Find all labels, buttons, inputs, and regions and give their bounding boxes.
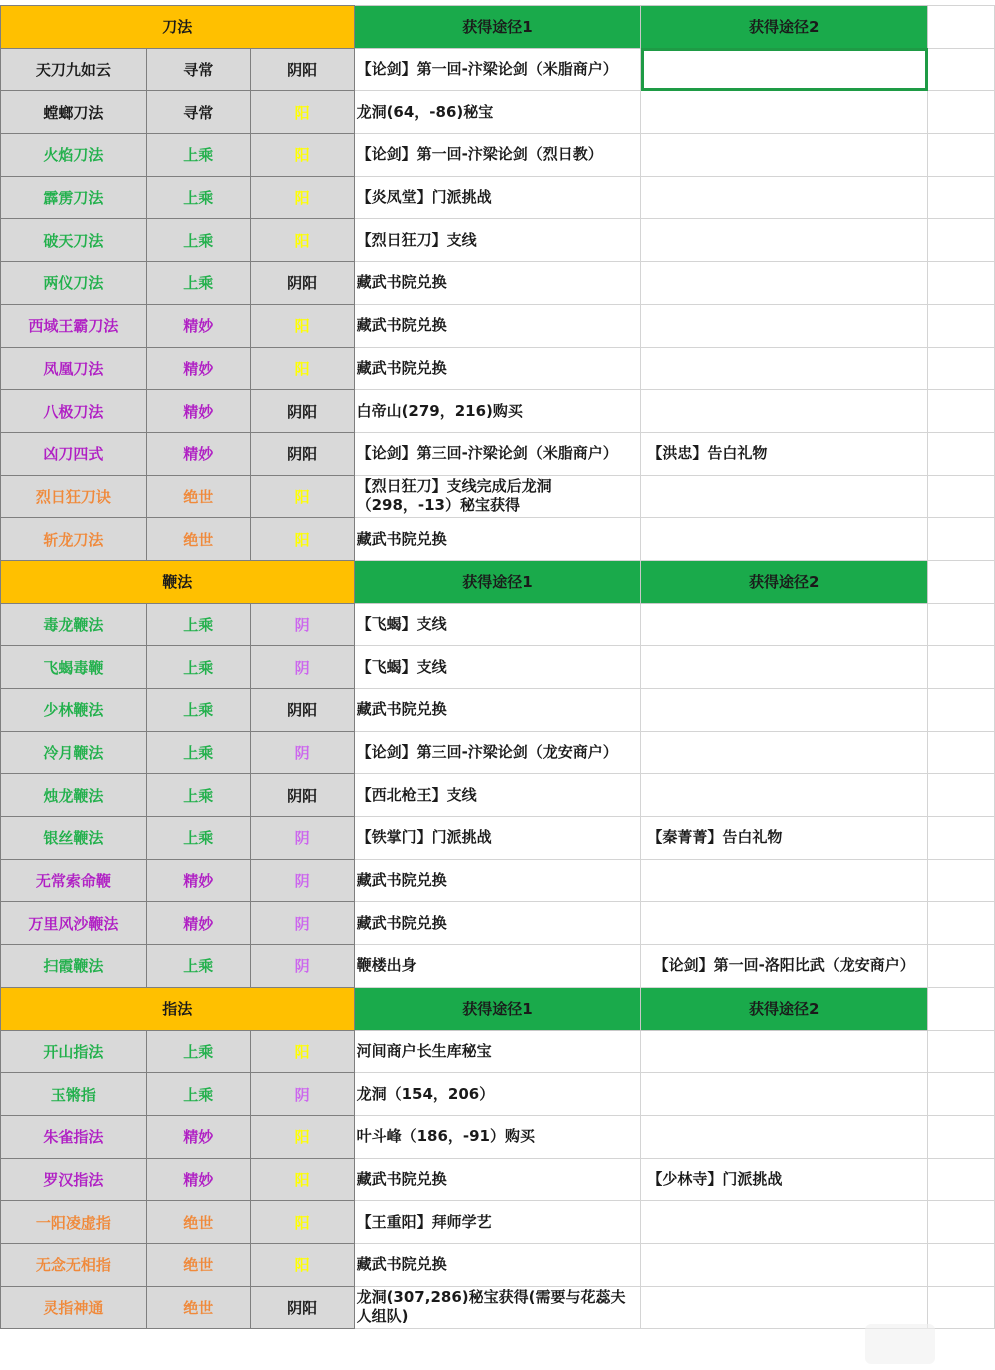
skill-name-cell[interactable]: 天刀九如云 [1, 48, 147, 91]
table-row [1, 219, 995, 262]
source2-cell[interactable] [641, 603, 928, 646]
source2-cell[interactable] [641, 859, 928, 902]
attribute-cell[interactable]: 阴 [250, 731, 354, 774]
empty-cell[interactable] [928, 1201, 995, 1244]
empty-cell[interactable] [928, 1286, 995, 1329]
skill-name-cell[interactable]: 凶刀四式 [1, 432, 147, 475]
source1-header-cell[interactable]: 获得途径1 [354, 987, 641, 1030]
empty-cell[interactable] [928, 91, 995, 134]
attribute-cell[interactable]: 阴阳 [250, 774, 354, 817]
source1-cell[interactable]: 藏武书院兑换 [354, 518, 641, 561]
source1-cell[interactable]: 白帝山(279，216)购买 [354, 390, 641, 433]
attribute-cell[interactable]: 阴 [250, 859, 354, 902]
table-row [1, 1158, 995, 1201]
rank-cell[interactable]: 绝世 [146, 518, 250, 561]
skill-name-cell[interactable]: 螳螂刀法 [1, 91, 147, 134]
source2-cell[interactable] [641, 1030, 928, 1073]
empty-cell[interactable] [928, 689, 995, 732]
table-row [1, 945, 995, 988]
attribute-cell[interactable]: 阴阳 [250, 262, 354, 305]
rank-cell[interactable]: 上乘 [146, 134, 250, 177]
source2-cell[interactable] [641, 518, 928, 561]
attribute-cell[interactable]: 阴 [250, 646, 354, 689]
empty-cell[interactable] [928, 475, 995, 518]
empty-cell[interactable] [928, 859, 995, 902]
rank-cell[interactable]: 精妙 [146, 859, 250, 902]
attribute-cell[interactable]: 阳 [250, 518, 354, 561]
source1-cell[interactable]: 龙洞(64，-86)秘宝 [354, 91, 641, 134]
rank-cell[interactable]: 精妙 [146, 1158, 250, 1201]
attribute-cell[interactable]: 阳 [250, 1158, 354, 1201]
table-row [1, 432, 995, 475]
rank-cell[interactable]: 绝世 [146, 475, 250, 518]
empty-cell[interactable] [928, 945, 995, 988]
attribute-cell[interactable]: 阳 [250, 219, 354, 262]
source2-cell[interactable] [641, 48, 928, 91]
table-row [1, 134, 995, 177]
rank-cell[interactable]: 绝世 [146, 1201, 250, 1244]
source2-cell[interactable] [641, 390, 928, 433]
empty-cell[interactable] [928, 432, 995, 475]
skill-name-cell[interactable]: 少林鞭法 [1, 689, 147, 732]
rank-cell[interactable]: 上乘 [146, 262, 250, 305]
skill-name-cell[interactable]: 斩龙刀法 [1, 518, 147, 561]
skill-name-cell[interactable]: 扫霞鞭法 [1, 945, 147, 988]
skill-name-cell[interactable]: 八极刀法 [1, 390, 147, 433]
source1-cell[interactable]: 藏武书院兑换 [354, 1158, 641, 1201]
source1-cell[interactable]: 【飞蝎】支线 [354, 646, 641, 689]
skill-name-cell[interactable]: 朱雀指法 [1, 1115, 147, 1158]
source1-cell[interactable]: 【西北枪王】支线 [354, 774, 641, 817]
skill-name-cell[interactable]: 冷月鞭法 [1, 731, 147, 774]
source1-cell[interactable]: 【飞蝎】支线 [354, 603, 641, 646]
skill-name-cell[interactable]: 万里风沙鞭法 [1, 902, 147, 945]
rank-cell[interactable]: 精妙 [146, 390, 250, 433]
source2-cell[interactable] [641, 1115, 928, 1158]
source1-cell[interactable]: 【王重阳】拜师学艺 [354, 1201, 641, 1244]
skill-name-cell[interactable]: 一阳凌虚指 [1, 1201, 147, 1244]
source1-cell[interactable]: 叶斗峰（186，-91）购买 [354, 1115, 641, 1158]
rank-cell[interactable]: 精妙 [146, 1115, 250, 1158]
skill-name-cell[interactable]: 霹雳刀法 [1, 176, 147, 219]
empty-cell[interactable] [928, 1030, 995, 1073]
rank-cell[interactable]: 精妙 [146, 432, 250, 475]
attribute-cell[interactable]: 阴阳 [250, 48, 354, 91]
source1-header-cell[interactable]: 获得途径1 [354, 560, 641, 603]
spreadsheet-body [1, 6, 995, 1329]
attribute-cell[interactable]: 阳 [250, 304, 354, 347]
attribute-cell[interactable]: 阳 [250, 91, 354, 134]
attribute-cell[interactable]: 阴阳 [250, 1286, 354, 1329]
empty-cell[interactable] [928, 817, 995, 860]
empty-cell[interactable] [928, 560, 995, 603]
source2-cell[interactable] [641, 219, 928, 262]
empty-cell[interactable] [928, 262, 995, 305]
rank-cell[interactable]: 精妙 [146, 304, 250, 347]
attribute-cell[interactable]: 阴 [250, 817, 354, 860]
table-row [1, 475, 995, 518]
empty-cell[interactable] [928, 1115, 995, 1158]
attribute-cell[interactable]: 阴 [250, 603, 354, 646]
source1-cell[interactable]: 【烈日狂刀】支线 [354, 219, 641, 262]
attribute-cell[interactable]: 阴阳 [250, 689, 354, 732]
attribute-cell[interactable]: 阴 [250, 902, 354, 945]
source2-cell[interactable]: 【论剑】第一回-洛阳比武（龙安商户） [641, 945, 928, 988]
skill-name-cell[interactable]: 开山指法 [1, 1030, 147, 1073]
empty-cell[interactable] [928, 902, 995, 945]
source2-cell[interactable] [641, 689, 928, 732]
source2-cell[interactable] [641, 1073, 928, 1116]
source2-cell[interactable] [641, 1201, 928, 1244]
table-row [1, 304, 995, 347]
source2-cell[interactable]: 【少林寺】门派挑战 [641, 1158, 928, 1201]
rank-cell[interactable]: 精妙 [146, 347, 250, 390]
section-title-cell[interactable]: 指法 [1, 987, 355, 1030]
attribute-cell[interactable]: 阳 [250, 134, 354, 177]
rank-cell[interactable]: 上乘 [146, 817, 250, 860]
attribute-cell[interactable]: 阳 [250, 176, 354, 219]
source2-header-cell[interactable]: 获得途径2 [641, 987, 928, 1030]
attribute-cell[interactable]: 阴 [250, 945, 354, 988]
table-row [1, 48, 995, 91]
source2-header-cell[interactable]: 获得途径2 [641, 560, 928, 603]
source1-cell[interactable]: 藏武书院兑换 [354, 304, 641, 347]
source1-cell[interactable]: 藏武书院兑换 [354, 1243, 641, 1286]
section-title-cell[interactable]: 刀法 [1, 6, 355, 49]
table-row [1, 347, 995, 390]
table-row [1, 518, 995, 561]
empty-cell[interactable] [928, 1243, 995, 1286]
table-row [1, 774, 995, 817]
empty-cell[interactable] [928, 347, 995, 390]
source2-cell[interactable] [641, 475, 928, 518]
rank-cell[interactable]: 精妙 [146, 902, 250, 945]
table-row [1, 689, 995, 732]
source1-cell[interactable]: 【论剑】第三回-汴梁论剑（龙安商户） [354, 731, 641, 774]
table-row [1, 646, 995, 689]
rank-cell[interactable]: 上乘 [146, 176, 250, 219]
section-header-row [1, 987, 995, 1030]
table-row [1, 1243, 995, 1286]
table-row [1, 817, 995, 860]
table-row [1, 1115, 995, 1158]
empty-cell[interactable] [928, 390, 995, 433]
table-row [1, 1201, 995, 1244]
empty-cell[interactable] [928, 176, 995, 219]
source2-cell[interactable] [641, 91, 928, 134]
source2-cell[interactable] [641, 1286, 928, 1329]
attribute-cell[interactable]: 阳 [250, 1243, 354, 1286]
rank-cell[interactable]: 上乘 [146, 731, 250, 774]
empty-cell[interactable] [928, 48, 995, 91]
skill-name-cell[interactable]: 玉锵指 [1, 1073, 147, 1116]
skill-name-cell[interactable]: 银丝鞭法 [1, 817, 147, 860]
rank-cell[interactable]: 上乘 [146, 945, 250, 988]
section-header-row [1, 560, 995, 603]
skill-name-cell[interactable]: 凤凰刀法 [1, 347, 147, 390]
source1-cell[interactable]: 【论剑】第一回-汴梁论剑（米脂商户） [354, 48, 641, 91]
source2-cell[interactable] [641, 1243, 928, 1286]
source2-header-cell[interactable]: 获得途径2 [641, 6, 928, 49]
source1-cell[interactable]: 藏武书院兑换 [354, 859, 641, 902]
source1-cell[interactable]: 龙洞(307,286)秘宝获得(需要与花蕊夫人组队) [354, 1286, 641, 1329]
skill-name-cell[interactable]: 灵指神通 [1, 1286, 147, 1329]
rank-cell[interactable]: 上乘 [146, 219, 250, 262]
source1-cell[interactable]: 【论剑】第三回-汴梁论剑（米脂商户） [354, 432, 641, 475]
source1-cell[interactable]: 藏武书院兑换 [354, 262, 641, 305]
source1-cell[interactable]: 【铁掌门】门派挑战 [354, 817, 641, 860]
skill-name-cell[interactable]: 飞蝎毒鞭 [1, 646, 147, 689]
table-row [1, 176, 995, 219]
attribute-cell[interactable]: 阴阳 [250, 390, 354, 433]
source1-cell[interactable]: 【炎凤堂】门派挑战 [354, 176, 641, 219]
empty-cell[interactable] [928, 219, 995, 262]
skill-name-cell[interactable]: 烈日狂刀诀 [1, 475, 147, 518]
table-row [1, 603, 995, 646]
table-row [1, 1286, 995, 1329]
skill-name-cell[interactable]: 破天刀法 [1, 219, 147, 262]
rank-cell[interactable]: 绝世 [146, 1286, 250, 1329]
source2-cell[interactable] [641, 646, 928, 689]
table-row [1, 1030, 995, 1073]
source1-cell[interactable]: 藏武书院兑换 [354, 347, 641, 390]
table-row [1, 1073, 995, 1116]
table-row [1, 91, 995, 134]
empty-cell[interactable] [928, 518, 995, 561]
source2-cell[interactable] [641, 347, 928, 390]
rank-cell[interactable]: 寻常 [146, 48, 250, 91]
rank-cell[interactable]: 寻常 [146, 91, 250, 134]
watermark-logo [865, 1324, 935, 1364]
section-header-row [1, 6, 995, 49]
attribute-cell[interactable]: 阳 [250, 1115, 354, 1158]
empty-cell[interactable] [928, 134, 995, 177]
skill-name-cell[interactable]: 毒龙鞭法 [1, 603, 147, 646]
attribute-cell[interactable]: 阳 [250, 1201, 354, 1244]
empty-cell[interactable] [928, 731, 995, 774]
empty-cell[interactable] [928, 1158, 995, 1201]
table-row [1, 902, 995, 945]
source1-cell[interactable]: 【论剑】第一回-汴梁论剑（烈日教） [354, 134, 641, 177]
skill-name-cell[interactable]: 火焰刀法 [1, 134, 147, 177]
table-row [1, 390, 995, 433]
rank-cell[interactable]: 上乘 [146, 774, 250, 817]
source1-cell[interactable]: 藏武书院兑换 [354, 902, 641, 945]
empty-cell[interactable] [928, 304, 995, 347]
source2-cell[interactable] [641, 134, 928, 177]
source1-cell[interactable]: 河间商户长生库秘宝 [354, 1030, 641, 1073]
source2-cell[interactable] [641, 304, 928, 347]
rank-cell[interactable]: 上乘 [146, 1073, 250, 1116]
skill-name-cell[interactable]: 烛龙鞭法 [1, 774, 147, 817]
empty-cell[interactable] [928, 1073, 995, 1116]
rank-cell[interactable]: 上乘 [146, 1030, 250, 1073]
empty-cell[interactable] [928, 987, 995, 1030]
attribute-cell[interactable]: 阳 [250, 475, 354, 518]
attribute-cell[interactable]: 阳 [250, 347, 354, 390]
rank-cell[interactable]: 上乘 [146, 689, 250, 732]
attribute-cell[interactable]: 阴阳 [250, 432, 354, 475]
table-row [1, 731, 995, 774]
spreadsheet-table [0, 5, 995, 1329]
attribute-cell[interactable]: 阴 [250, 1073, 354, 1116]
table-row [1, 262, 995, 305]
source2-cell[interactable] [641, 262, 928, 305]
skill-name-cell[interactable]: 西域王霸刀法 [1, 304, 147, 347]
skill-name-cell[interactable]: 无念无相指 [1, 1243, 147, 1286]
source1-header-cell[interactable]: 获得途径1 [354, 6, 641, 49]
skill-name-cell[interactable]: 无常索命鞭 [1, 859, 147, 902]
empty-cell[interactable] [928, 603, 995, 646]
source2-cell[interactable] [641, 774, 928, 817]
source2-cell[interactable] [641, 176, 928, 219]
table-row [1, 859, 995, 902]
source1-cell[interactable]: 藏武书院兑换 [354, 689, 641, 732]
skill-name-cell[interactable]: 两仪刀法 [1, 262, 147, 305]
rank-cell[interactable]: 绝世 [146, 1243, 250, 1286]
empty-cell[interactable] [928, 6, 995, 49]
source1-cell[interactable]: 【烈日狂刀】支线完成后龙洞（298，-13）秘宝获得 [354, 475, 641, 518]
rank-cell[interactable]: 上乘 [146, 603, 250, 646]
source1-cell[interactable]: 鞭楼出身 [354, 945, 641, 988]
source2-cell[interactable] [641, 902, 928, 945]
empty-cell[interactable] [928, 646, 995, 689]
source1-cell[interactable]: 龙洞（154，206） [354, 1073, 641, 1116]
source2-cell[interactable] [641, 731, 928, 774]
source2-cell[interactable]: 【洪忠】告白礼物 [641, 432, 928, 475]
skill-name-cell[interactable]: 罗汉指法 [1, 1158, 147, 1201]
source2-cell[interactable]: 【秦菁菁】告白礼物 [641, 817, 928, 860]
section-title-cell[interactable]: 鞭法 [1, 560, 355, 603]
empty-cell[interactable] [928, 774, 995, 817]
rank-cell[interactable]: 上乘 [146, 646, 250, 689]
attribute-cell[interactable]: 阳 [250, 1030, 354, 1073]
